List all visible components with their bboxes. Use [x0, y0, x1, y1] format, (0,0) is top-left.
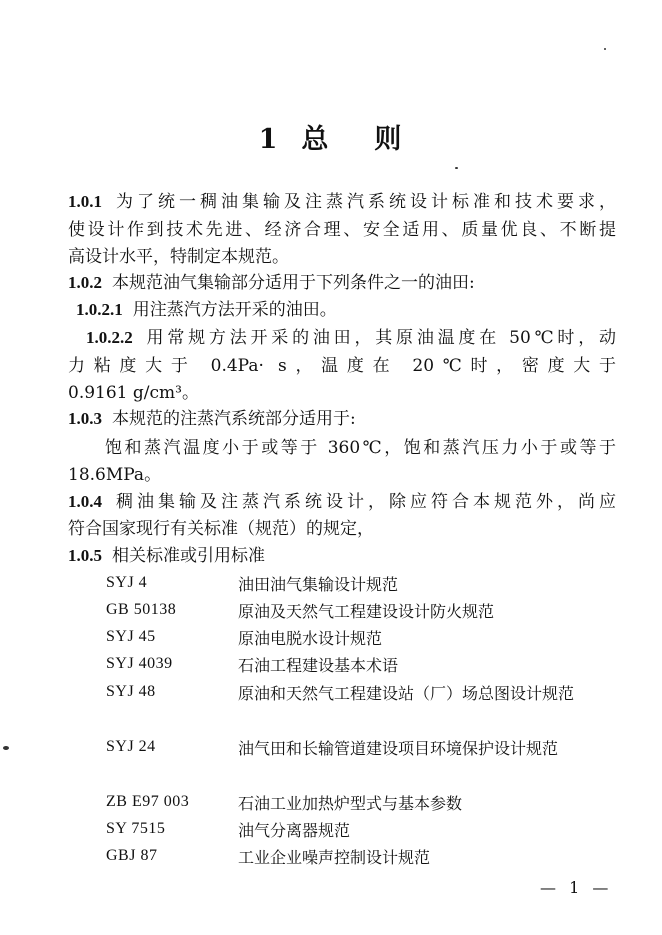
chapter-title-word-2: 则: [374, 124, 404, 155]
clause-1-0-3-line-2: 饱和蒸汽温度小于或等于 360℃，饱和蒸汽压力小于或等于: [105, 438, 616, 458]
clause-1-0-3-line-3: 18.6MPa。: [68, 465, 162, 485]
scan-speck: [455, 167, 458, 169]
clause-1-0-2: [68, 270, 616, 296]
clause-1-0-1-line-3: 高设计水平，特制定本规范。: [68, 247, 289, 267]
clause-1-0-4-line-1: [68, 489, 616, 515]
reference-title: 原油和天然气工程建设站（厂）场总图设计规范: [238, 684, 575, 703]
reference-code: GB 50138: [106, 601, 177, 618]
reference-title: 油气田和长输管道建设项目环境保护设计规范: [238, 739, 559, 758]
reference-title: 油田油气集输设计规范: [238, 575, 399, 594]
reference-code: ZB E97 003: [106, 793, 190, 810]
chapter-number: 1: [258, 124, 280, 155]
chapter-title: [0, 117, 662, 156]
clause-text: 稠油集输及注蒸汽系统设计，除应符合本规范外，尚应: [112, 492, 616, 512]
reference-code: SYJ 4039: [106, 655, 173, 672]
clause-text: 本规范油气集输部分适用于下列条件之一的油田:: [112, 273, 475, 293]
clause-1-0-1-line-1: [68, 189, 616, 215]
reference-title: 油气分离器规范: [238, 821, 351, 840]
reference-title: 原油及天然气工程建设设计防火规范: [238, 602, 495, 621]
clause-1-0-2-1: [76, 297, 624, 323]
clause-text: 相关标准或引用标准: [112, 546, 265, 566]
reference-code: SYJ 4: [106, 574, 148, 591]
clause-1-0-1-line-2: 使设计作到技术先进、经济合理、安全适用、质量优良、不断提: [68, 220, 616, 240]
clause-number: 1.0.3: [68, 409, 102, 428]
page-number: — 1 —: [540, 878, 613, 897]
reference-code: SY 7515: [106, 820, 166, 837]
clause-1-0-2-2-line-1: [86, 325, 616, 351]
clause-number: 1.0.5: [68, 546, 102, 565]
clause-number: 1.0.2.1: [76, 300, 123, 319]
clause-text: 用注蒸汽方法开采的油田。: [132, 300, 337, 320]
clause-number: 1.0.4: [68, 492, 102, 511]
chapter-title-word-1: 总: [301, 124, 331, 155]
clause-number: 1.0.2: [68, 273, 102, 292]
clause-number: 1.0.2.2: [86, 328, 133, 347]
clause-text: 用常规方法开采的油田，其原油温度在 50℃时，动: [142, 328, 616, 348]
reference-title: 原油电脱水设计规范: [238, 629, 383, 648]
clause-number: 1.0.1: [68, 192, 102, 211]
reference-title: 工业企业噪声控制设计规范: [238, 848, 431, 867]
clause-1-0-4-line-2: 符合国家现行有关标准（规范）的规定，: [68, 519, 374, 539]
clause-1-0-2-2-line-3: 0.9161 g/cm³。: [68, 383, 199, 403]
clause-text: 本规范的注蒸汽系统部分适用于:: [112, 409, 356, 429]
clause-1-0-5: [68, 543, 616, 569]
reference-code: GBJ 87: [106, 847, 158, 864]
reference-code: SYJ 24: [106, 738, 156, 755]
reference-code: SYJ 48: [106, 683, 156, 700]
reference-title: 石油工程建设基本术语: [238, 656, 399, 675]
scan-speck: [604, 48, 606, 50]
clause-text: 为了统一稠油集输及注蒸汽系统设计标准和技术要求，: [112, 192, 616, 212]
clause-1-0-3: [68, 406, 616, 432]
scan-speck: [3, 746, 9, 750]
reference-code: SYJ 45: [106, 628, 156, 645]
reference-title: 石油工业加热炉型式与基本参数: [238, 794, 463, 813]
clause-1-0-2-2-line-2: 力粘度大于 0.4Pa· s，温度在 20℃时，密度大于: [68, 356, 616, 376]
